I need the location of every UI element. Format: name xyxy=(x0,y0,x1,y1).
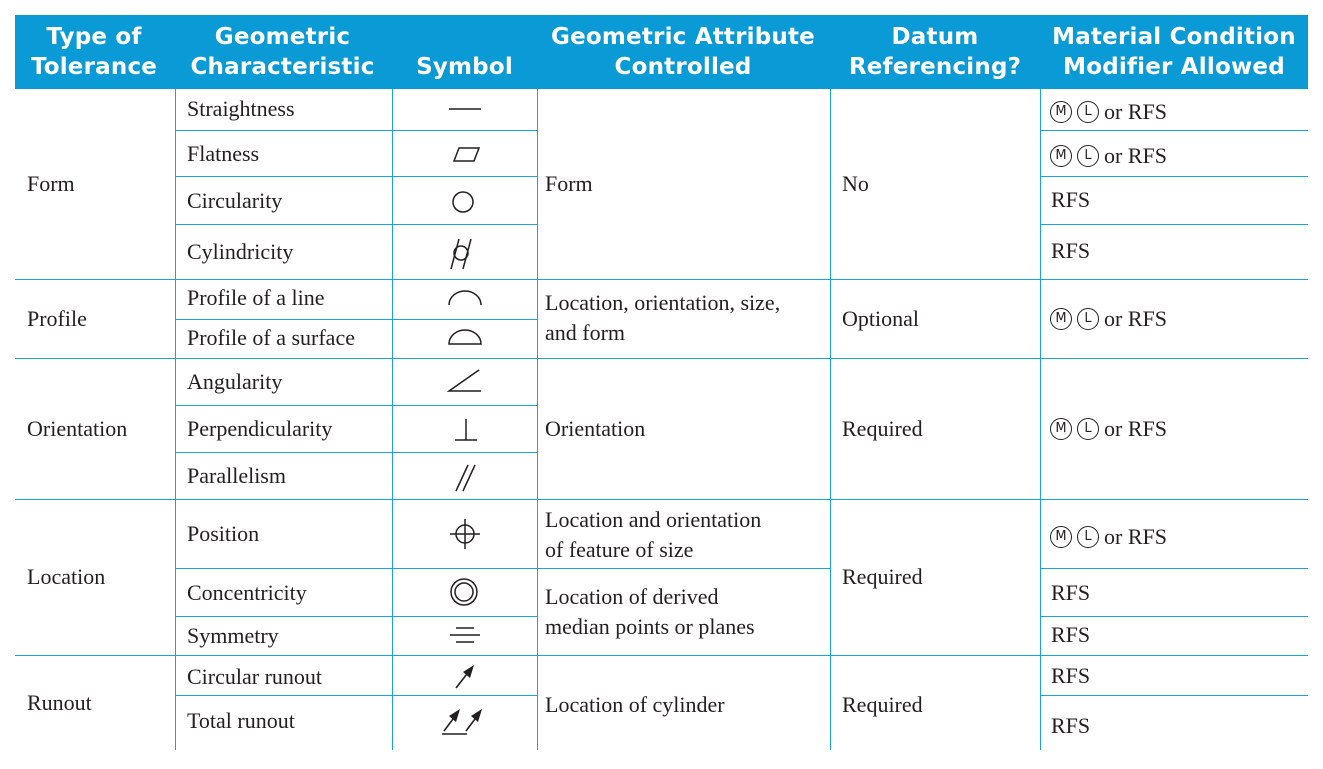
header-modifier-line1: Material Condition xyxy=(1052,24,1296,50)
row-rule xyxy=(1040,616,1308,617)
characteristic-position: Position xyxy=(187,521,260,546)
mmc-icon: M xyxy=(1050,418,1072,440)
type-location: Location xyxy=(27,564,106,589)
position-icon xyxy=(448,517,482,551)
header-type-line2: Tolerance xyxy=(30,54,158,80)
modifier-orientation xyxy=(1050,358,1167,499)
header-modifier-line2: Modifier Allowed xyxy=(1063,54,1285,80)
row-rule xyxy=(175,452,537,453)
modifier-symmetry: RFS xyxy=(1051,622,1091,647)
tolerance-table xyxy=(15,15,1308,750)
characteristic-profile-surface: Profile of a surface xyxy=(187,325,355,350)
lmc-icon: L xyxy=(1077,308,1099,330)
mmc-icon: M xyxy=(1050,101,1072,123)
lmc-icon: L xyxy=(1077,418,1099,440)
datum-orientation: Required xyxy=(842,415,923,441)
modifier-circular-runout: RFS xyxy=(1051,663,1091,688)
header-datum-line1: Datum xyxy=(891,24,979,50)
header-symbol xyxy=(393,15,536,89)
modifier-text: or RFS xyxy=(1104,143,1167,168)
attribute-derived-line2: median points or planes xyxy=(545,614,755,639)
row-rule xyxy=(1040,176,1308,177)
modifier-text: or RFS xyxy=(1104,99,1167,124)
lmc-icon: L xyxy=(1077,526,1099,548)
row-rule xyxy=(1040,695,1308,696)
characteristic-perpendicularity: Perpendicularity xyxy=(187,416,333,441)
characteristic-concentricity: Concentricity xyxy=(187,580,307,605)
characteristic-angularity: Angularity xyxy=(187,369,283,394)
column-rule xyxy=(175,89,176,750)
modifier-text: or RFS xyxy=(1104,305,1167,331)
column-rule xyxy=(392,89,393,750)
circular-runout-icon xyxy=(451,663,479,691)
attribute-derived-line1: Location of derived xyxy=(545,584,719,609)
angularity-icon xyxy=(445,367,485,395)
characteristic-parallelism: Parallelism xyxy=(187,463,286,488)
modifier-concentricity: RFS xyxy=(1051,580,1091,605)
header-attribute xyxy=(537,15,829,89)
perpendicularity-icon xyxy=(453,417,479,443)
datum-runout: Required xyxy=(842,692,923,717)
attribute-orientation: Orientation xyxy=(545,415,646,441)
profile-surface-icon xyxy=(447,325,483,347)
symmetry-icon xyxy=(447,624,483,646)
modifier-straightness xyxy=(1050,97,1167,127)
row-rule xyxy=(1040,130,1308,131)
datum-location: Required xyxy=(842,564,923,589)
attribute-profile-line1: Location, orientation, size, xyxy=(545,290,781,315)
straightness-icon xyxy=(445,100,485,120)
attribute-position-line1: Location and orientation xyxy=(545,507,762,532)
row-rule xyxy=(175,224,537,225)
characteristic-cylindricity: Cylindricity xyxy=(187,239,294,264)
datum-profile: Optional xyxy=(842,305,919,331)
modifier-position xyxy=(1050,522,1167,552)
modifier-profile xyxy=(1050,279,1167,358)
characteristic-profile-line: Profile of a line xyxy=(187,285,325,310)
modifier-text: or RFS xyxy=(1104,524,1167,549)
characteristic-circular-runout: Circular runout xyxy=(187,664,323,689)
attribute-position xyxy=(545,505,761,565)
modifier-text: or RFS xyxy=(1104,415,1167,441)
concentricity-icon xyxy=(447,576,481,610)
header-datum-line2: Referencing? xyxy=(848,54,1022,80)
modifier-flatness xyxy=(1050,141,1167,171)
header-type xyxy=(15,15,173,89)
attribute-runout: Location of cylinder xyxy=(545,692,725,717)
flatness-icon xyxy=(445,144,485,166)
header-symbol-line1: Symbol xyxy=(416,54,513,80)
characteristic-straightness: Straightness xyxy=(187,96,295,121)
attribute-position-line2: of feature of size xyxy=(545,537,694,562)
header-characteristic xyxy=(175,15,390,89)
modifier-total-runout: RFS xyxy=(1051,713,1091,738)
type-profile: Profile xyxy=(27,305,87,331)
group-rule xyxy=(15,655,1308,656)
row-rule xyxy=(175,616,537,617)
group-rule xyxy=(15,499,1308,500)
type-orientation: Orientation xyxy=(27,415,128,441)
parallelism-icon xyxy=(451,462,481,494)
characteristic-symmetry: Symmetry xyxy=(187,623,279,648)
circularity-icon xyxy=(449,190,479,216)
header-datum xyxy=(830,15,1040,89)
mmc-icon: M xyxy=(1050,145,1072,167)
attribute-form: Form xyxy=(545,171,593,196)
table-header xyxy=(15,15,1308,89)
row-rule xyxy=(175,130,537,131)
mmc-icon: M xyxy=(1050,308,1072,330)
header-attribute-line2: Controlled xyxy=(614,54,752,80)
row-rule xyxy=(1040,224,1308,225)
header-modifier xyxy=(1040,15,1308,89)
header-type-line1: Type of xyxy=(46,24,142,50)
lmc-icon: L xyxy=(1077,145,1099,167)
column-rule xyxy=(537,89,538,750)
type-runout: Runout xyxy=(27,689,92,715)
characteristic-circularity: Circularity xyxy=(187,188,283,213)
mmc-icon: M xyxy=(1050,526,1072,548)
profile-line-icon xyxy=(447,286,483,308)
header-characteristic-line1: Geometric xyxy=(214,24,351,50)
modifier-cylindricity: RFS xyxy=(1051,238,1091,263)
attribute-profile xyxy=(545,288,780,348)
total-runout-icon xyxy=(439,705,489,739)
cylindricity-icon xyxy=(445,236,481,274)
row-rule xyxy=(175,568,830,569)
column-rule xyxy=(1040,89,1041,750)
datum-form: No xyxy=(842,171,869,196)
row-rule xyxy=(1040,568,1308,569)
type-form: Form xyxy=(27,171,75,196)
characteristic-total-runout: Total runout xyxy=(187,708,295,733)
attribute-derived xyxy=(545,582,755,642)
row-rule xyxy=(175,405,537,406)
header-characteristic-line2: Characteristic xyxy=(190,54,375,80)
characteristic-flatness: Flatness xyxy=(187,141,260,166)
row-rule xyxy=(175,319,537,320)
row-rule xyxy=(175,695,537,696)
header-attribute-line1: Geometric Attribute xyxy=(551,24,815,50)
lmc-icon: L xyxy=(1077,101,1099,123)
modifier-circularity: RFS xyxy=(1051,187,1091,212)
column-rule xyxy=(830,89,831,750)
attribute-profile-line2: and form xyxy=(545,320,626,345)
row-rule xyxy=(175,176,537,177)
